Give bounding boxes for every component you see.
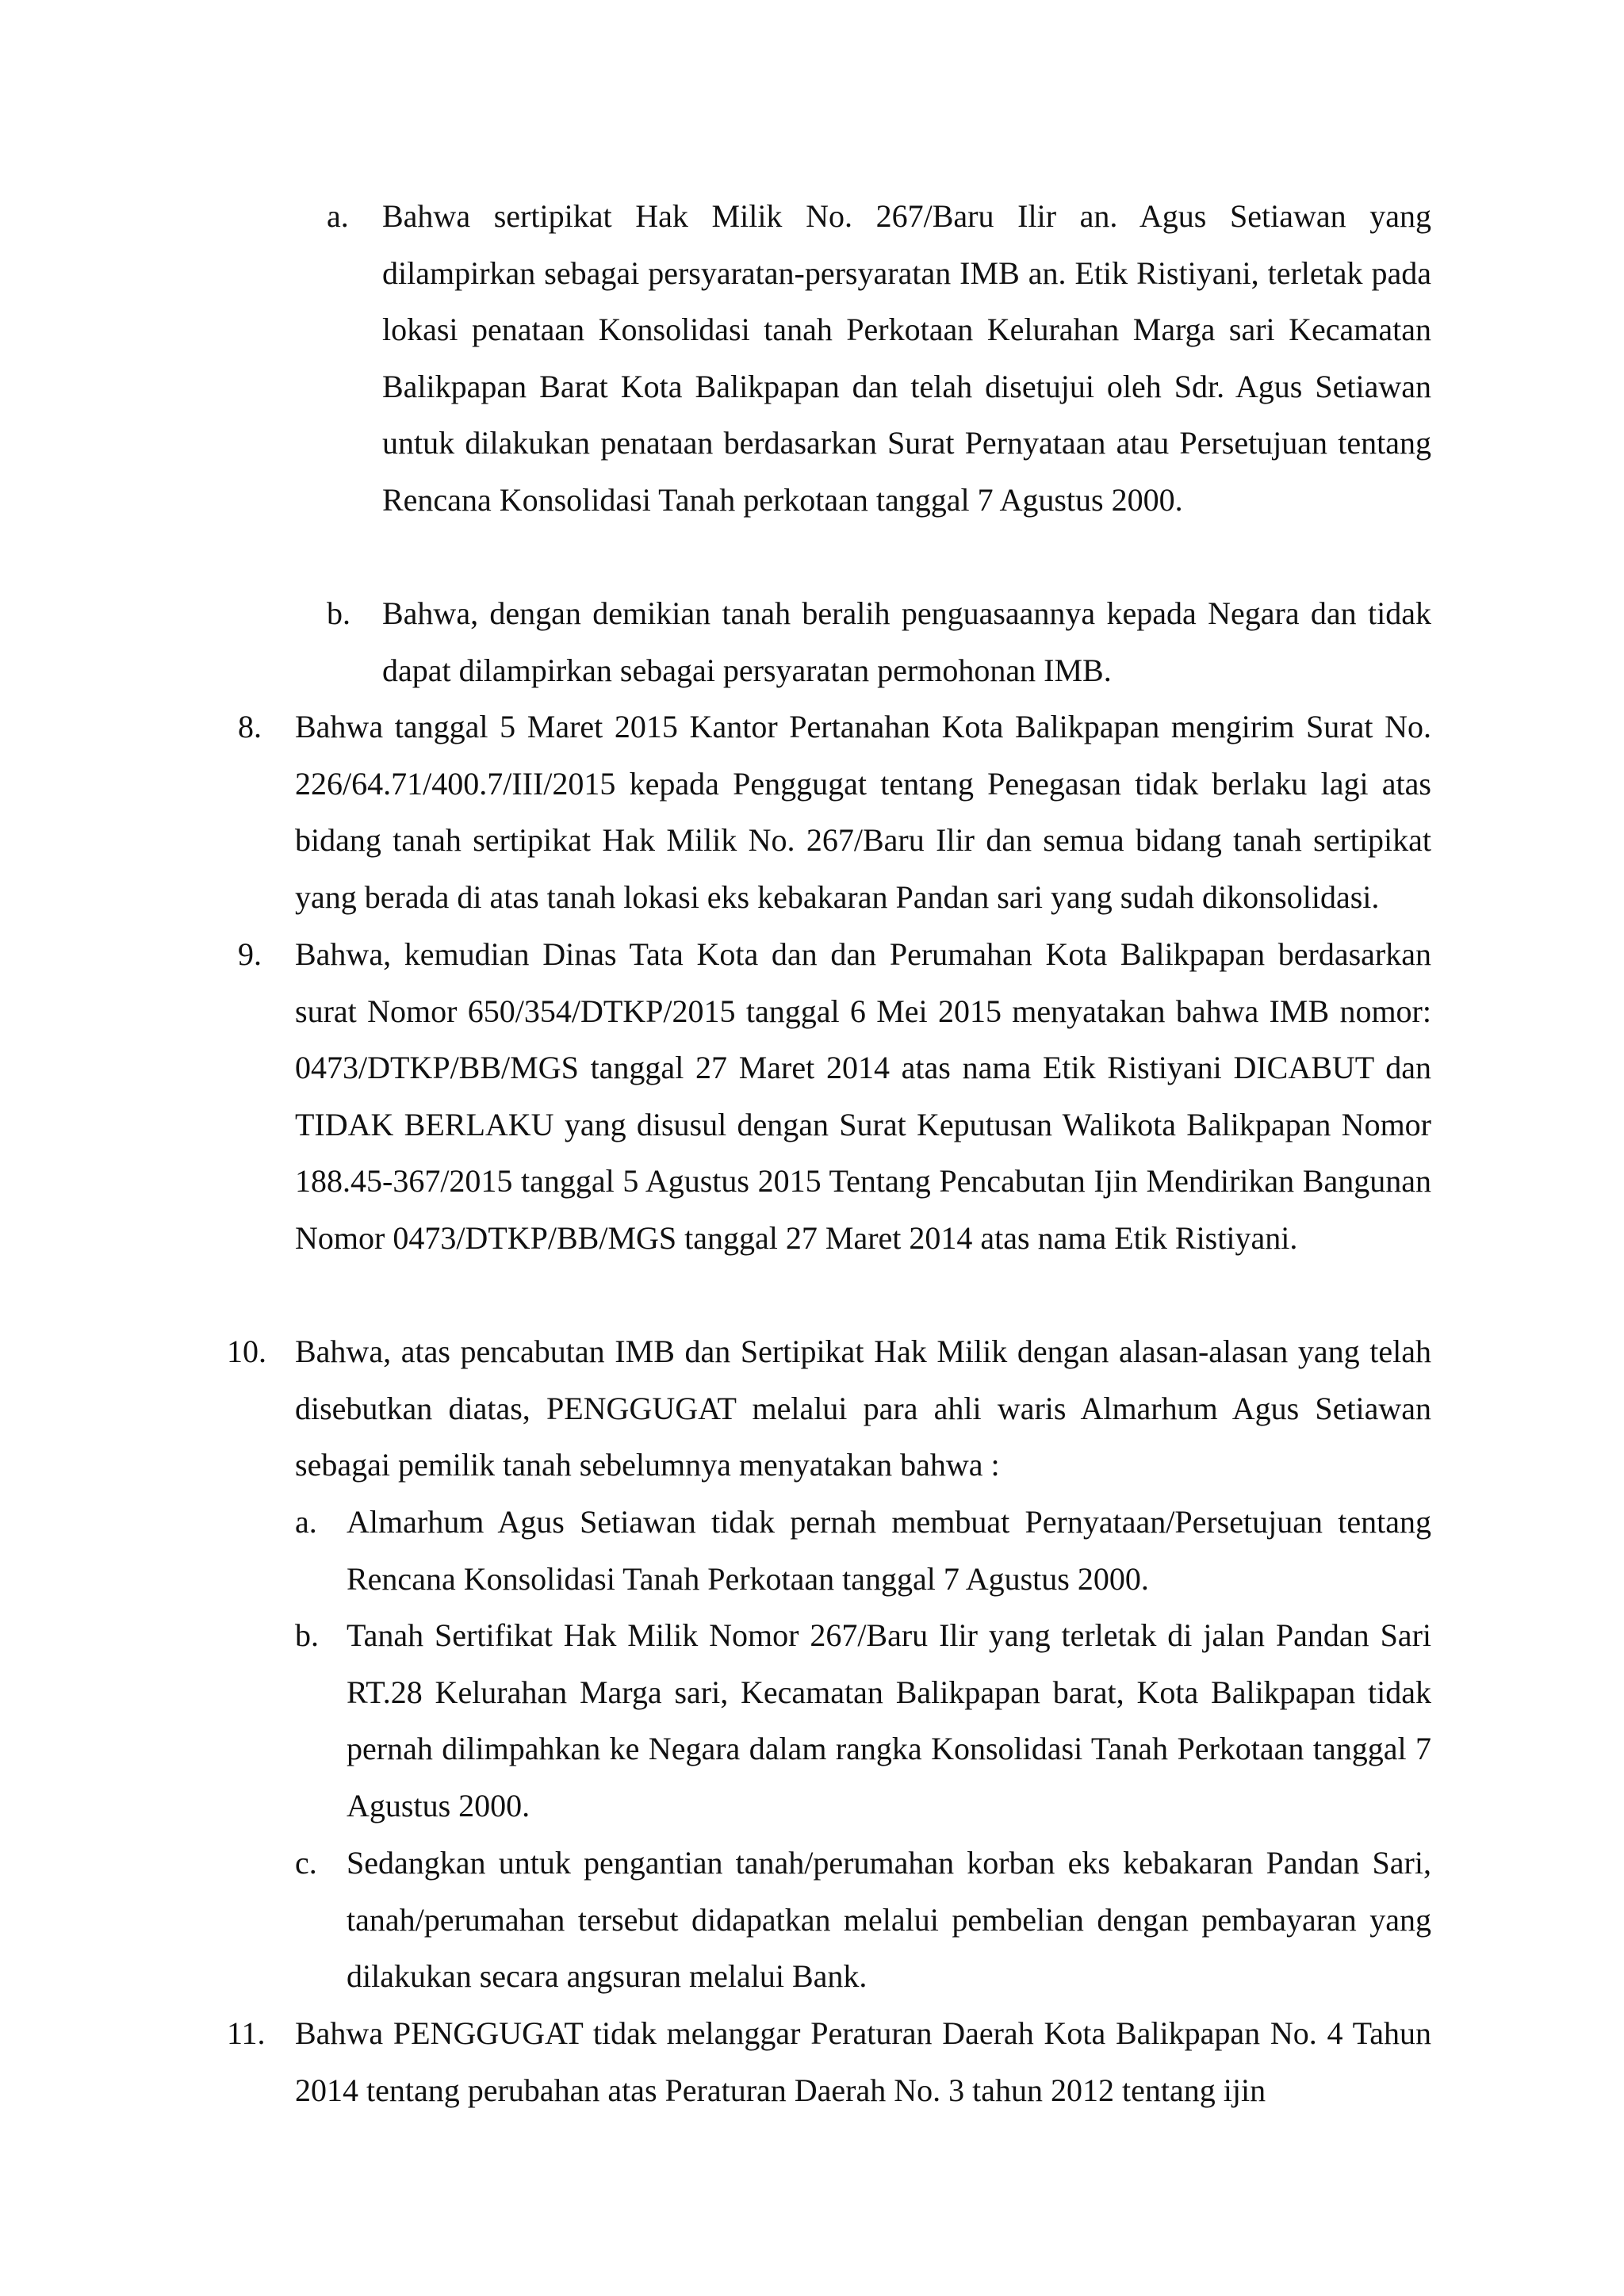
subitem-marker: b. bbox=[327, 595, 350, 631]
list-item-9 bbox=[238, 926, 1431, 1266]
list-item-number: 8. bbox=[238, 709, 262, 744]
list-item-number: 11. bbox=[227, 2015, 266, 2051]
subitem-marker: b. bbox=[295, 1617, 319, 1653]
list-item-10 bbox=[227, 1323, 1431, 1494]
list-item-11 bbox=[227, 2005, 1431, 2118]
subitem-text: Bahwa sertipikat Hak Milik No. 267/Baru Ilir an. Agus Setiawan yang dilampirkan sebagai persyaratan-persyaratan IMB an. Etik Ristiyani, terletak pada lokasi penataan Konsolidasi tanah Perkotaan Kelurahan Marga sari Kecamatan Balikpapan Barat Kota Balikpapan dan telah disetujui oleh Sdr. Agus Setiawan untuk dilakukan penataan berdasarkan Surat Pernyataan atau Persetujuan tentang Rencana Konsolidasi Tanah perkotaan tanggal 7 Agustus 2000. bbox=[382, 198, 1431, 518]
subitem-7a bbox=[327, 188, 1431, 528]
list-item-text: Bahwa, atas pencabutan IMB dan Sertipikat Hak Milik dengan alasan-alasan yang telah disebutkan diatas, PENGGUGAT melalui para ahli waris Almarhum Agus Setiawan sebagai pemilik tanah sebelumnya menyatakan bahwa : bbox=[295, 1334, 1431, 1483]
subitem-marker: c. bbox=[295, 1845, 317, 1881]
subitem-text: Almarhum Agus Setiawan tidak pernah membuat Pernyataan/Persetujuan tentang Rencana Konsolidasi Tanah Perkotaan tanggal 7 Agustus 2000. bbox=[347, 1504, 1431, 1597]
subitem-text: Sedangkan untuk pengantian tanah/perumahan korban eks kebakaran Pandan Sari, tanah/perumahan tersebut didapatkan melalui pembelian dengan pembayaran yang dilakukan secara angsuran melalui Bank. bbox=[347, 1845, 1431, 1994]
list-item-number: 9. bbox=[238, 936, 262, 972]
subitem-text: Tanah Sertifikat Hak Milik Nomor 267/Baru Ilir yang terletak di jalan Pandan Sari RT.28 Kelurahan Marga sari, Kecamatan Balikpapan barat, Kota Balikpapan tidak pernah dilimpahkan ke Negara dalam rangka Konsolidasi Tanah Perkotaan tanggal 7 Agustus 2000. bbox=[347, 1617, 1431, 1823]
subitem-7b bbox=[327, 585, 1431, 698]
list-item-text: Bahwa tanggal 5 Maret 2015 Kantor Pertanahan Kota Balikpapan mengirim Surat No. 226/64.71/400.7/III/2015 kepada Penggugat tentang Penegasan tidak berlaku lagi atas bidang tanah sertipikat Hak Milik No. 267/Baru Ilir dan semua bidang tanah sertipikat yang berada di atas tanah lokasi eks kebakaran Pandan sari yang sudah dikonsolidasi. bbox=[295, 709, 1431, 915]
list-item-number: 10. bbox=[227, 1334, 266, 1369]
subitem-marker: a. bbox=[327, 198, 349, 234]
subitem-10a bbox=[295, 1494, 1431, 1607]
list-item-text: Bahwa, kemudian Dinas Tata Kota dan dan Perumahan Kota Balikpapan berdasarkan surat Nomor 650/354/DTKP/2015 tanggal 6 Mei 2015 menyatakan bahwa IMB nomor: 0473/DTKP/BB/MGS tanggal 27 Maret 2014 atas nama Etik Ristiyani DICABUT dan TIDAK BERLAKU yang disusul dengan Surat Keputusan Walikota Balikpapan Nomor 188.45-367/2015 tanggal 5 Agustus 2015 Tentang Pencabutan Ijin Mendirikan Bangunan Nomor 0473/DTKP/BB/MGS tanggal 27 Maret 2014 atas nama Etik Ristiyani. bbox=[295, 936, 1431, 1256]
subitem-10b bbox=[295, 1607, 1431, 1834]
subitem-10c bbox=[295, 1835, 1431, 2005]
list-item-text: Bahwa PENGGUGAT tidak melanggar Peraturan Daerah Kota Balikpapan No. 4 Tahun 2014 tentang perubahan atas Peraturan Daerah No. 3 tahun 2012 tentang ijin bbox=[295, 2015, 1431, 2108]
list-item-8 bbox=[238, 698, 1431, 925]
subitem-text: Bahwa, dengan demikian tanah beralih penguasaannya kepada Negara dan tidak dapat dilampirkan sebagai persyaratan permohonan IMB. bbox=[382, 595, 1431, 688]
subitem-marker: a. bbox=[295, 1504, 317, 1540]
